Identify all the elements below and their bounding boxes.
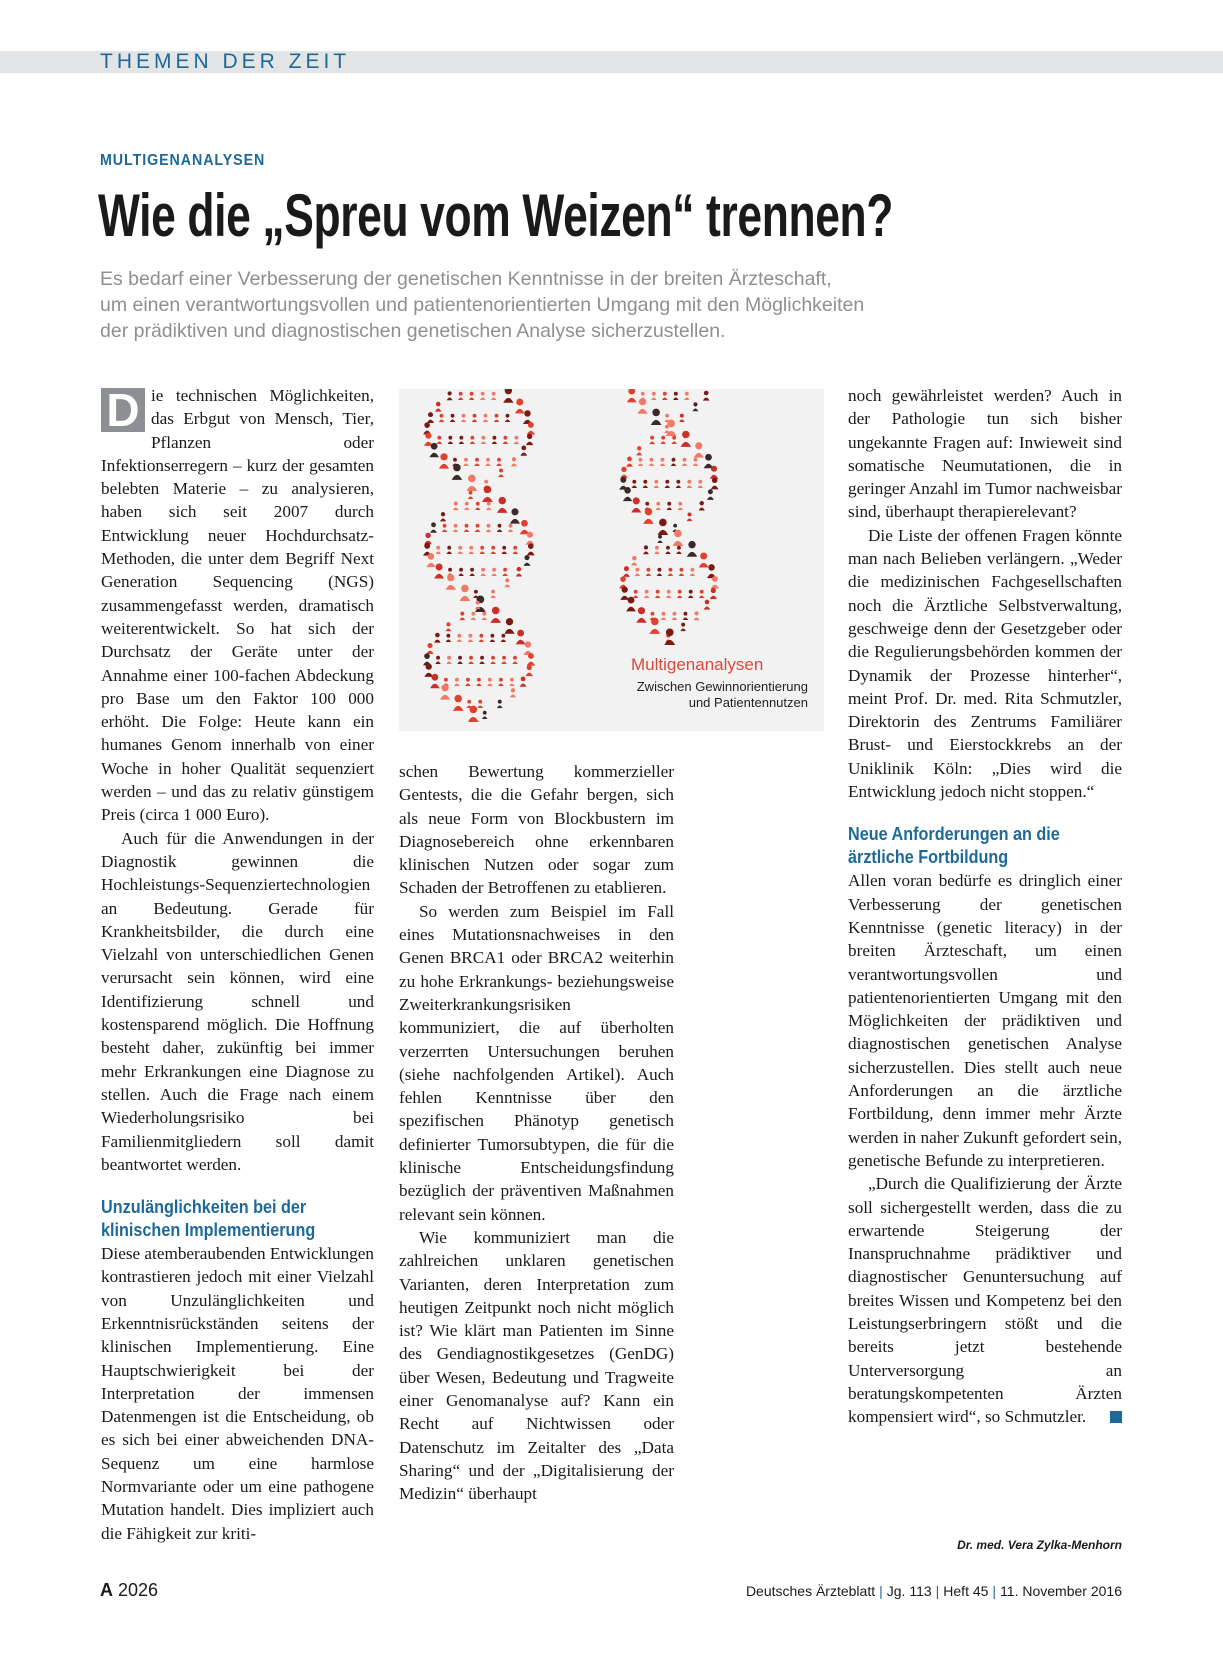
person-icon [503, 389, 513, 403]
person-icon [679, 414, 685, 422]
person-icon [620, 467, 628, 478]
figure-title: Multigenanalysen [631, 655, 764, 674]
person-icon [466, 475, 477, 491]
person-icon [666, 590, 671, 598]
separator: | [879, 1583, 883, 1599]
subheading-line: Neue Anforderungen an die [848, 824, 1060, 845]
person-icon [682, 458, 687, 466]
person-icon [637, 398, 647, 414]
person-icon [498, 678, 503, 686]
person-icon [657, 535, 662, 543]
paragraph [101, 384, 374, 827]
person-icon [474, 458, 479, 466]
person-icon [498, 469, 504, 478]
person-icon [435, 656, 440, 664]
person-icon [680, 623, 686, 631]
person-icon [469, 392, 474, 400]
paragraph: So werden zum Beispiel im Fall eines Mutationsnachweises in den Genen BRCA1 oder BRCA2 weiterhin zu hohe Erkrankungs- beziehungsweise Zweiterkrankungsrisiken kommuniziert, die auf überholten verzerrten Untersuchungen beruhen (siehe nachfolgenden Artikel). Auch fehlen Kenntnisse über den spezifischen Phänotyp genetisch definierter Tumorsubtypen, die für die klinische Entscheidungsfindung bezüglich der präventiven Maßnahmen relevant sein können. [399, 901, 674, 1224]
person-icon [510, 688, 516, 697]
person-icon [654, 480, 659, 488]
paragraph-text: „Durch die Qualifizierung der Ärzte soll sichergestellt werden, dass die zu erwartende Steigerung der Inanspruchnahme prädiktiver und diagnostischer Genuntersuchung auf breites Wissen und Kompetenz bei den Leistungserbringern stößt und die bereits jetzt bestehende Unterversorgung an beratungskompetenten Ärzten kompensiert wird“, so Schmutzler. [848, 1174, 1122, 1427]
person-icon [439, 414, 444, 422]
person-icon [643, 545, 649, 554]
person-icon [649, 618, 660, 634]
person-icon [671, 458, 676, 466]
person-icon [468, 634, 473, 642]
paragraph: schen Bewertung kommerzieller Gentests, die die Gefahr bergen, sich als neue Form von Blockbustern im Diagnosebereich ohne erkennbaren klinischen Nutzen oder sogar zum Schaden der Betroffenen zu etablieren. [399, 762, 674, 898]
person-icon [468, 656, 473, 664]
person-icon [459, 436, 464, 444]
person-icon [490, 656, 495, 664]
person-icon [633, 590, 638, 598]
person-icon [454, 678, 459, 686]
person-icon [687, 480, 692, 488]
person-icon [479, 656, 484, 664]
person-icon [646, 568, 651, 576]
person-icon [458, 568, 463, 576]
person-icon [481, 436, 486, 444]
person-icon [523, 410, 532, 424]
person-icon [676, 480, 681, 488]
person-icon [423, 653, 431, 665]
person-icon [704, 454, 713, 468]
person-icon [469, 546, 474, 554]
person-icon [478, 700, 483, 708]
person-icon [491, 568, 496, 576]
person-icon [460, 612, 466, 620]
person-icon [502, 546, 507, 554]
person-icon [464, 524, 469, 532]
person-icon [678, 502, 683, 510]
person-icon [424, 533, 432, 544]
person-icon [665, 546, 670, 554]
person-icon [619, 576, 627, 588]
person-icon [673, 392, 678, 400]
paragraph: Allen voran bedürfe es dringlich einer Verbesserung der genetischen Kenntnisse (genetic literacy) in der breiten Ärzteschaft, um einen verantwortungsvollen und patientenorientierten Umgang mit den Möglichkeiten der prädiktiven und diagnostischen genetischen Analyse sicherzustellen. Dies stellt auch neue Anforderungen an die ärztliche Fortbildung, denn immer mehr Ärzte werden in naher Zukunft gefordert sein, genetische Befunde zu interpretieren. [848, 871, 1122, 1170]
person-icon [453, 502, 459, 511]
person-icon [465, 678, 470, 686]
person-icon [468, 706, 479, 722]
person-icon [651, 409, 662, 425]
person-icon [472, 414, 477, 422]
person-icon [440, 512, 446, 521]
journal-date: 11. November 2016 [1000, 1583, 1122, 1599]
person-icon [487, 678, 492, 686]
person-icon [491, 392, 496, 400]
person-icon [511, 457, 517, 466]
paragraph: noch gewährleistet werden? Auch in der Pathologie tun sich bisher ungekannte Fragen auf: Inwieweit sind somatische Neumutationen, die in geringer Anzahl im Tumor nachweisbar sind, überhaupt therapierelevant? [848, 386, 1122, 522]
person-icon [439, 453, 449, 468]
text-column-2 [399, 760, 674, 1506]
person-icon [676, 546, 681, 554]
journal-footer [746, 1583, 1122, 1599]
person-icon [699, 501, 705, 510]
person-icon [687, 541, 697, 557]
person-icon [667, 502, 672, 510]
paragraph: Die Liste der offenen Fragen könnte man nach Belieben verlängern. „Weder die medizinischen Fachgesellschaften noch die Ärztliche Selbstverwaltung, geschweige denn der Gesetzgeber oder die Regulierungsbehörden kommen der Dynamik der Prozesse hinterher“, meint Prof. Dr. med. Rita Schmutzler, Direktorin des Zentrums Familiärer Brust- und Eierstockkrebs an der Uniklinik Köln: „Dies wird die Entwicklung jedoch nicht stoppen.“ [848, 525, 1122, 802]
paragraph: Diese atemberaubenden Entwicklungen kontrastieren jedoch mit einer Vielzahl von Unzulänglichkeiten und Erkenntnisrückständen seitens der klinischen Implementierung. Eine Hauptschwierigkeit bei der Interpretation der immensen Datenmengen ist die Entscheidung, ob es sich bei einer abweichenden DNA-Sequenz um eine harmlose Normvariante oder um eine pathogene Mutation handelt. Dies impliziert auch die Fähigkeit zur kriti- [101, 1244, 374, 1543]
person-icon [446, 656, 451, 664]
person-icon [692, 402, 698, 411]
person-icon [440, 684, 450, 699]
person-icon [620, 586, 629, 599]
person-icon [423, 422, 431, 434]
paragraph [848, 1172, 1122, 1428]
person-icon [632, 480, 637, 488]
journal-volume: Jg. 113 [886, 1583, 932, 1599]
drop-cap: D [101, 388, 145, 432]
person-icon [703, 391, 710, 401]
person-icon [463, 458, 468, 466]
person-icon [699, 552, 709, 567]
person-icon [435, 402, 441, 412]
person-icon [480, 392, 485, 400]
person-icon [671, 436, 676, 444]
person-icon [693, 458, 698, 466]
page-number [100, 1580, 158, 1601]
person-icon [631, 556, 637, 566]
person-icon [480, 568, 485, 576]
lead-line: der prädiktiven und diagnostischen genetischen Analyse sicherzustellen. [100, 320, 726, 342]
person-icon [699, 590, 704, 598]
subheading-line: klinischen Implementierung [101, 1220, 316, 1241]
person-icon [636, 607, 646, 623]
person-icon [526, 434, 533, 445]
person-icon [643, 480, 648, 488]
person-icon [698, 480, 703, 488]
person-icon [501, 656, 506, 664]
separator: | [992, 1583, 997, 1599]
person-icon [643, 508, 654, 524]
person-icon [452, 464, 463, 480]
person-icon [627, 389, 637, 402]
person-icon [476, 678, 481, 686]
person-icon [516, 567, 522, 577]
page-prefix: A [100, 1580, 113, 1600]
person-icon [485, 458, 490, 466]
person-icon [631, 497, 641, 512]
person-icon [427, 412, 434, 423]
person-icon [516, 630, 526, 645]
subheading [848, 823, 1122, 869]
person-icon [690, 568, 695, 576]
person-icon [490, 634, 495, 642]
person-icon [453, 695, 464, 711]
person-icon [654, 546, 659, 554]
person-icon [509, 678, 514, 686]
person-icon [424, 664, 433, 677]
person-icon [436, 546, 441, 554]
person-icon [711, 477, 719, 489]
person-icon [515, 399, 525, 414]
person-icon [504, 578, 510, 587]
person-icon [638, 458, 643, 466]
person-icon [446, 634, 451, 642]
person-icon [502, 568, 507, 576]
person-icon [464, 502, 469, 510]
page-number-value: 2026 [118, 1580, 159, 1600]
person-icon [492, 436, 497, 444]
person-icon [635, 568, 640, 576]
person-icon [470, 436, 475, 444]
person-icon [636, 446, 642, 455]
person-icon [655, 590, 660, 598]
person-icon [512, 656, 517, 664]
person-icon [486, 502, 491, 510]
person-icon [458, 392, 463, 400]
person-icon [668, 568, 673, 576]
person-icon [626, 457, 633, 467]
article-headline: Wie die „Spreu vom Weizen“ trennen? [98, 182, 894, 249]
person-icon [520, 445, 527, 455]
person-icon [694, 442, 704, 457]
person-icon [649, 436, 655, 445]
text-column-1 [101, 384, 374, 1545]
paragraph-text: ie technischen Möglichkeiten, das Erbgut von Mensch, Tier, Pflanzen oder Infektionserregern – kurz der gesamten belebten Materie – zu analysieren, haben sich seit 2007 durch Entwicklung neuer Hochdurchsatz-Methoden, die unter dem Begriff Next Generation Sequencing (NGS) zusammengefasst werden, dramatisch weiterentwickelt. So hat sich der Durchsatz der Geräte unter der Annahme einer 100-fachen Abdeckung pro Base um den Faktor 100 000 erhöht. Die Folge: Heute kann ein humanes Genom innerhalb von einer Woche in hoher Qualität sequenziert werden – und das zu relativ günstigem Preis (circa 1 000 Euro). [101, 386, 374, 825]
person-icon [446, 622, 452, 631]
person-icon [482, 486, 493, 502]
person-icon [497, 497, 508, 513]
person-icon [505, 414, 510, 422]
person-icon [710, 588, 717, 599]
section-label: THEMEN DER ZEIT [100, 50, 351, 73]
article-kicker: MULTIGENANALYSEN [100, 152, 266, 169]
person-icon [479, 634, 484, 642]
person-icon [497, 700, 503, 709]
paragraph: Auch für die Anwendungen in der Diagnostik gewinnen die Hochleistungs-Sequenziertechnologien an Bedeutung. Gerade für Krankheitsbilder, die durch eine Vielzahl von unterschiedlichen Genen verursacht sein können, wird eine Identifizierung schnell und kostensparend möglich. Die Hoffnung besteht daher, zukünftig bei immer mehr Erkrankungen eine Diagnose zu stellen. Auch die Frage nach einem Wiederholungsrisiko bei Familienmitgliedern soll damit beantwortet werden. [101, 828, 374, 1174]
person-icon [510, 508, 520, 523]
paragraph: Wie kommuniziert man die zahlreichen unklaren genetischen Varianten, deren Interpretation zum heutigen Zeitpunkt noch nicht möglich ist? Wie klärt man Patienten im Sinne des Gendiagnostikgesetzes (GenDG) über Wesen, Bedeutung und Tragweite einer Genomanalyse auf? Kann ein Recht auf Nichtwissen oder Datenschutz im Zeitalter des „Data Sharing“ und der „Digitalisierung der Medizin“ überhaupt [399, 1227, 674, 1504]
person-icon [660, 436, 665, 444]
subheading-line: Unzulänglichkeiten bei der [101, 1197, 307, 1218]
person-icon [649, 458, 654, 466]
person-icon [651, 392, 656, 400]
person-icon [514, 436, 519, 444]
subheading [101, 1196, 374, 1242]
person-icon [475, 524, 480, 532]
person-icon [447, 391, 453, 400]
person-icon [434, 633, 440, 643]
lead-line: Es bedarf einer Verbesserung der genetischen Kenntnisse in der breiten Ärzteschaft, [100, 268, 832, 290]
person-icon [657, 568, 662, 576]
lead-line: um einen verantwortungsvollen und patientenorientierten Umgang mit den Möglichkeiten [100, 294, 865, 316]
person-icon [508, 524, 513, 532]
journal-issue: Heft 45 [943, 1583, 989, 1599]
person-icon [673, 530, 684, 546]
person-icon [437, 436, 442, 444]
author-byline: Dr. med. Vera Zylka-Menhorn [957, 1538, 1122, 1552]
person-icon [661, 612, 666, 620]
person-icon [482, 612, 487, 620]
person-icon [683, 612, 688, 620]
person-icon [657, 519, 668, 535]
journal-name: Deutsches Ärzteblatt [745, 1583, 876, 1599]
person-icon [526, 665, 533, 676]
figure-subtitle-line: Zwischen Gewinnorientierung [636, 679, 808, 694]
person-icon [447, 546, 452, 554]
dna-illustration [399, 389, 824, 731]
person-icon [426, 643, 433, 654]
figure-subtitle [637, 679, 808, 711]
person-icon [503, 436, 508, 444]
end-mark-icon [1110, 1411, 1122, 1423]
person-icon [520, 677, 527, 687]
person-icon [461, 414, 466, 422]
person-icon [681, 431, 692, 447]
person-icon [424, 433, 433, 446]
person-icon [450, 414, 455, 422]
person-icon [513, 546, 518, 554]
person-icon [684, 392, 689, 400]
person-icon [490, 590, 496, 598]
text-column-3 [848, 384, 1122, 1428]
person-icon [460, 585, 471, 601]
article-lead [100, 266, 1100, 344]
person-icon [453, 524, 458, 532]
person-icon [491, 546, 496, 554]
person-icon [490, 607, 501, 623]
person-icon [480, 546, 485, 554]
person-icon [504, 618, 514, 634]
person-icon [486, 524, 491, 532]
person-icon [442, 524, 447, 532]
person-icon [448, 436, 453, 444]
person-icon [457, 634, 462, 642]
person-icon [662, 392, 667, 400]
person-icon [482, 711, 487, 719]
person-icon [694, 611, 700, 620]
person-icon [496, 458, 501, 466]
person-icon [434, 563, 444, 578]
person-icon [471, 612, 476, 620]
person-icon [446, 574, 456, 590]
person-icon [494, 414, 499, 422]
person-icon [520, 520, 529, 534]
person-icon [497, 524, 502, 532]
person-icon [656, 502, 661, 510]
person-icon [707, 564, 716, 578]
person-icon [623, 566, 630, 577]
person-icon [707, 489, 714, 500]
person-icon [457, 656, 462, 664]
subheading-line: ärztliche Fortbildung [848, 847, 1009, 868]
person-icon [665, 480, 670, 488]
person-icon [687, 513, 693, 522]
person-icon [679, 568, 684, 576]
person-icon [458, 546, 463, 554]
figure-subtitle-line: und Patientennutzen [688, 695, 808, 710]
person-icon [660, 458, 665, 466]
person-icon [475, 502, 480, 510]
person-icon [468, 491, 473, 499]
person-icon [523, 555, 530, 566]
person-icon [501, 634, 506, 642]
person-icon [704, 600, 711, 610]
person-icon [677, 590, 682, 598]
person-icon [644, 590, 649, 598]
person-icon [688, 590, 693, 598]
person-icon [483, 414, 488, 422]
person-icon [527, 543, 535, 555]
person-icon [430, 522, 437, 532]
person-icon [469, 568, 474, 576]
person-icon [672, 612, 677, 620]
separator: | [935, 1583, 940, 1599]
